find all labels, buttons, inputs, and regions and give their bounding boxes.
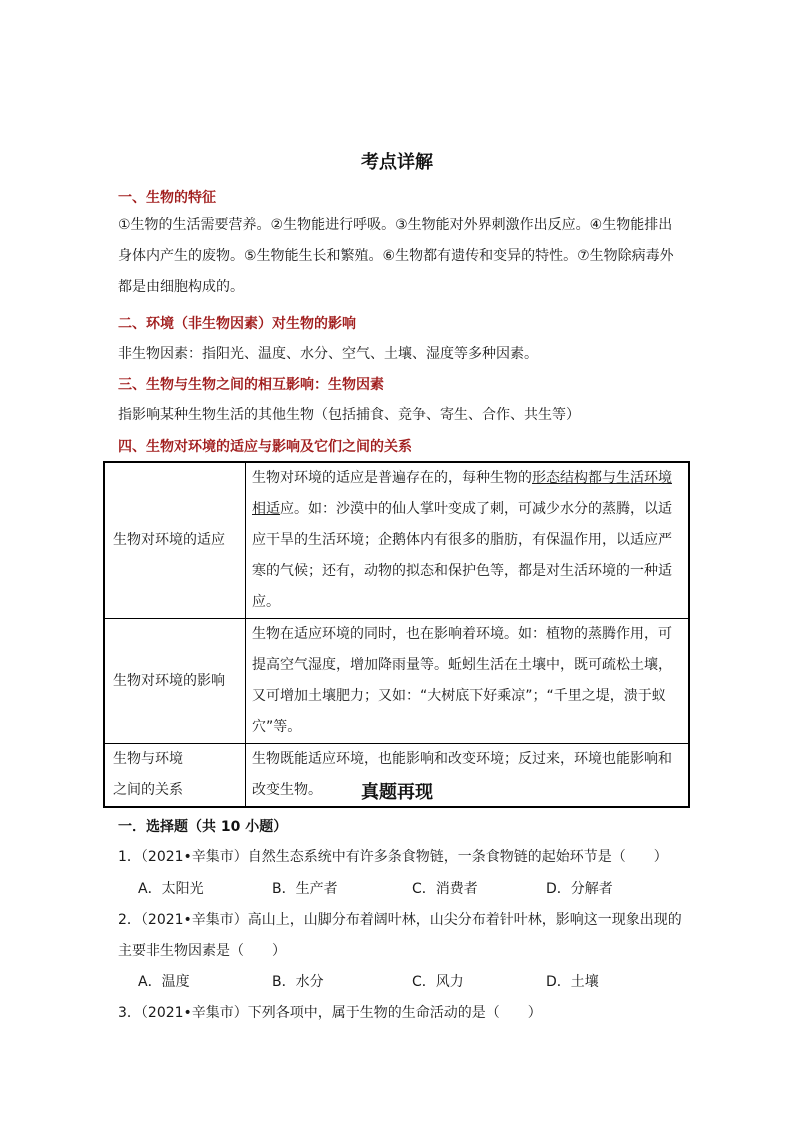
table-content-cell: 生物在适应环境的同时，也在影响着环境。如：植物的蒸腾作用，可提高空气湿度，增加降雨量等。蚯蚓生活在土壤中，既可疏松土壤，又可增加土壤肥力；又如：“大树底下好乘凉”；“千里之堤，溃于蚁穴”等。 bbox=[246, 619, 690, 744]
section-title-2: 真题再现 bbox=[361, 782, 433, 803]
section-text-1: ①生物的生活需要营养。②生物能进行呼吸。③生物能对外界刺激作出反应。④生物能排出身体内产生的废物。⑤生物能生长和繁殖。⑥生物都有遗传和变异的特性。⑦生物除病毒外都是由细胞构成的。 bbox=[118, 217, 674, 295]
underlined-text: 形态结构都与生活环境相适 bbox=[252, 470, 672, 517]
question-1-option-c: C．消费者 bbox=[412, 881, 478, 897]
section-heading-1: 一、生物的特征 bbox=[118, 190, 216, 206]
table-content-cell: 生物既能适应环境，也能影响和改变环境；反过来，环境也能影响和改变生物。 bbox=[246, 744, 690, 808]
question-1-option-b: B．生产者 bbox=[272, 881, 338, 897]
table-row bbox=[104, 619, 689, 744]
question-3: 3．（2021•辛集市）下列各项中，属于生物的生命活动的是（ ） bbox=[118, 1005, 542, 1021]
table-content-cell: 生物对环境的适应是普遍存在的，每种生物的形态结构都与生活环境相适应。如：沙漠中的仙人掌叶变成了刺，可减少水分的蒸腾，以适应干旱的生活环境；企鹅体内有很多的脂肪，有保温作用，以适应严寒的气候；还有，动物的拟态和保护色等，都是对生活环境的一种适应。 bbox=[246, 462, 690, 619]
section-heading-4: 四、生物对环境的适应与影响及它们之间的关系 bbox=[118, 439, 412, 455]
table-label-cell: 生物对环境的适应 bbox=[104, 462, 246, 619]
question-1-option-a: A．太阳光 bbox=[138, 881, 204, 897]
section-heading-3: 三、生物与生物之间的相互影响：生物因素 bbox=[118, 377, 384, 393]
question-2-option-b: B．水分 bbox=[272, 974, 324, 990]
section-text-2: 非生物因素：指阳光、温度、水分、空气、土壤、湿度等多种因素。 bbox=[118, 346, 538, 362]
relationship-table bbox=[103, 461, 690, 808]
page-title: 考点详解 bbox=[361, 152, 433, 173]
table-label-cell: 生物与环境 之间的关系 bbox=[104, 744, 246, 808]
question-2-option-c: C．风力 bbox=[412, 974, 464, 990]
question-2: 2．（2021•辛集市）高山上，山脚分布着阔叶林，山尖分布着针叶林，影响这一现象出现的 bbox=[118, 912, 682, 928]
table-row bbox=[104, 462, 689, 619]
part-heading: 一．选择题（共 10 小题） bbox=[118, 819, 288, 835]
question-1-option-d: D．分解者 bbox=[546, 881, 613, 897]
question-1: 1．（2021•辛集市）自然生态系统中有许多条食物链，一条食物链的起始环节是（ ） bbox=[118, 849, 668, 865]
question-2-option-a: A．温度 bbox=[138, 974, 190, 990]
question-2-line-2: 主要非生物因素是（ ） bbox=[118, 943, 286, 959]
question-2-option-d: D．土壤 bbox=[546, 974, 599, 990]
table-label-cell: 生物对环境的影响 bbox=[104, 619, 246, 744]
section-heading-2: 二、环境（非生物因素）对生物的影响 bbox=[118, 316, 356, 332]
section-text-3: 指影响某种生物生活的其他生物（包括捕食、竞争、寄生、合作、共生等） bbox=[118, 407, 580, 423]
